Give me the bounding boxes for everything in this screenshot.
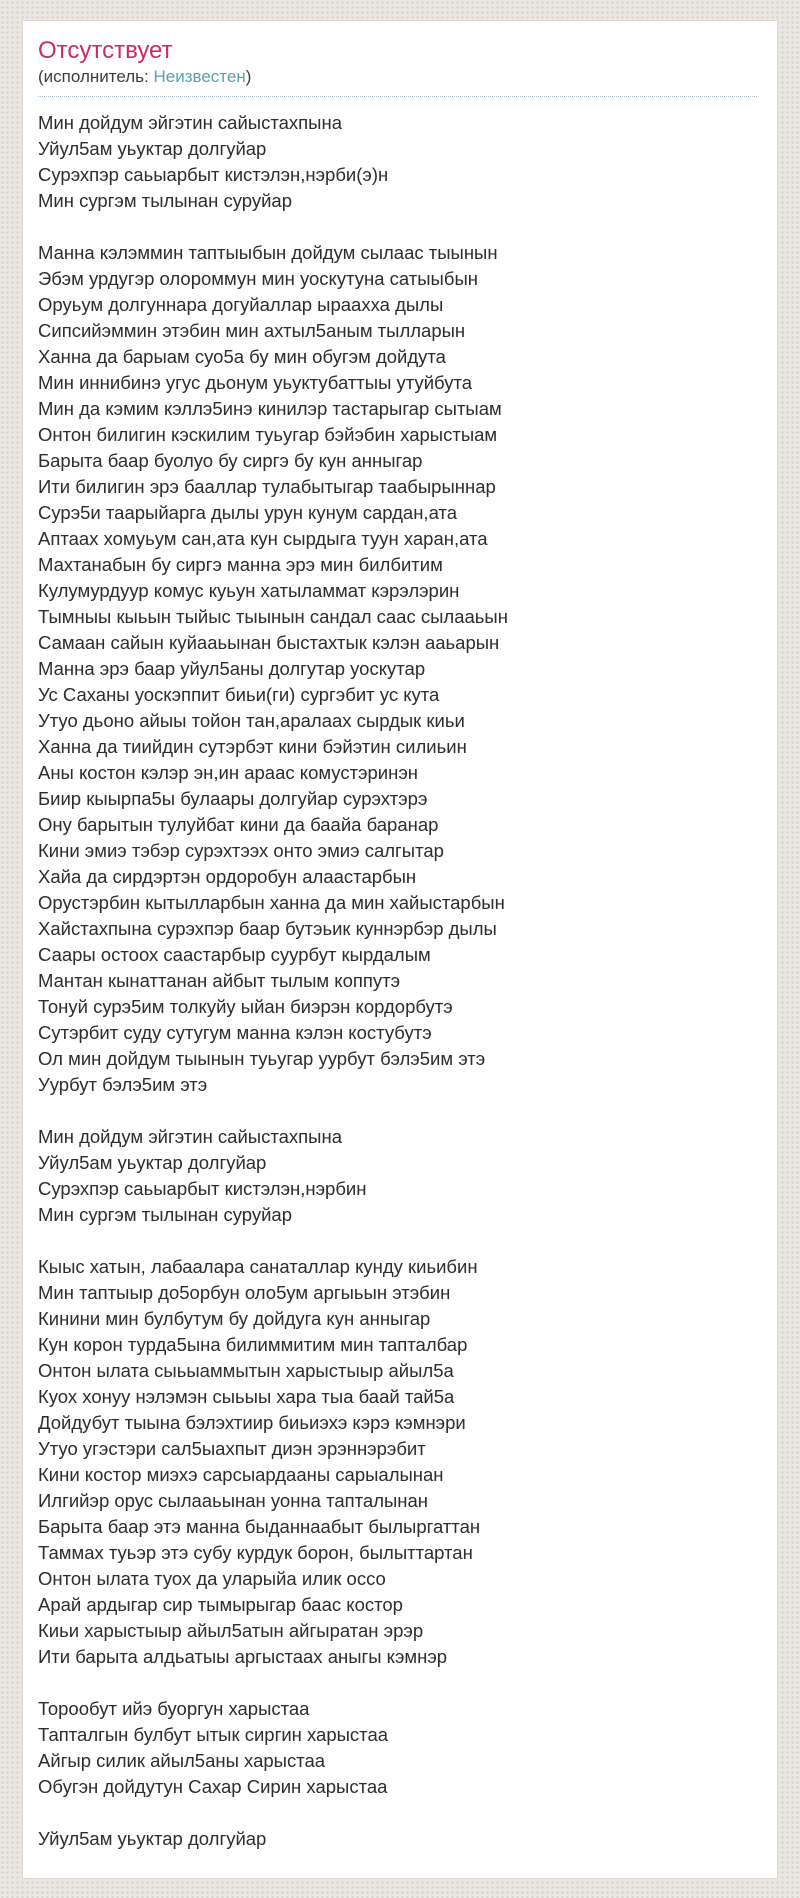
- lyric-line: Саары остоох саастарбыр суурбут кырдалым: [38, 943, 431, 965]
- lyric-line: Уйул5ам уьуктар долгуйар: [38, 137, 267, 159]
- lyric-line: Мантан кынаттанан айбыт тылым коппутэ: [38, 969, 401, 991]
- lyric-line: Сутэрбит суду сутугум манна кэлэн костубутэ: [38, 1021, 432, 1043]
- lyric-line: Арай ардыгар сир тымырыгар баас костор: [38, 1593, 403, 1615]
- lyric-line: Кыыс хатын, лабаалара санаталлар кунду киьибин: [38, 1255, 478, 1277]
- lyric-line: Уурбут бэлэ5им этэ: [38, 1073, 208, 1095]
- artist-link[interactable]: Неизвестен: [153, 66, 246, 86]
- lyric-line: Обугэн дойдутун Сахар Сирин харыстаа: [38, 1775, 388, 1797]
- lyric-line: Онтон ылата туох да уларыйа илик оссо: [38, 1567, 386, 1589]
- lyric-line: Ити билигин эрэ бааллар тулабытыгар таабырыннар: [38, 475, 496, 497]
- lyric-line: Кини эмиэ тэбэр сурэхтээх онто эмиэ салгытар: [38, 839, 444, 861]
- lyric-line: Куох хонуу нэлэмэн сыьыы хара тыа баай тай5а: [38, 1385, 455, 1407]
- lyric-line: Утуо угэстэри сал5ыахпыт диэн эрэннэрэбит: [38, 1437, 426, 1459]
- lyric-line: Эбэм урдугэр олороммун мин уоскутуна сатыыбын: [38, 267, 478, 289]
- artist-label: (исполнитель:: [38, 66, 154, 86]
- stanza: [38, 1826, 757, 1852]
- lyric-line: Утуо дьоно айыы тойон тан,аралаах сырдык киьи: [38, 709, 465, 731]
- lyric-line: Биир кыырпа5ы булаары долгуйар сурэхтэрэ: [38, 787, 428, 809]
- lyric-line: Ус Саханы уоскэппит биьи(ги) сургэбит ус кута: [38, 683, 440, 705]
- lyric-line: Мин иннибинэ угус дьонум уьуктубаттыы утуйбута: [38, 371, 473, 393]
- lyric-line: Махтанабын бу сиргэ манна эрэ мин билбитим: [38, 553, 443, 575]
- lyric-line: Кун корон турда5ына билиммитим мин тапталбар: [38, 1333, 468, 1355]
- lyric-line: Кулумурдуур комус куьун хатыламмат кэрэлэрин: [38, 579, 460, 601]
- page-title: Отсутствует: [38, 37, 173, 64]
- lyric-line: Хайа да сирдэртэн ордоробун алаастарбын: [38, 865, 417, 887]
- artist-line: [38, 65, 757, 97]
- lyric-line: Барыта баар буолуо бу сиргэ бу кун анныгар: [38, 449, 423, 471]
- stanza: [38, 1124, 757, 1228]
- lyric-line: Ол мин дойдум тыынын туьугар уурбут бэлэ5им этэ: [38, 1047, 486, 1069]
- lyric-line: Манна кэлэммин таптыыбын дойдум сылаас тыынын: [38, 241, 498, 263]
- stanza: [38, 240, 757, 1098]
- lyric-line: Аптаах хомуьум сан,ата кун сырдыга туун харан,ата: [38, 527, 488, 549]
- stanza: [38, 1696, 757, 1800]
- lyric-line: Ону барытын тулуйбат кини да баайа баранар: [38, 813, 439, 835]
- stanza: [38, 110, 757, 214]
- lyric-line: Мин сургэм тылынан суруйар: [38, 189, 292, 211]
- lyric-line: Киьи харыстыыр айыл5атын айгыратан эрэр: [38, 1619, 424, 1641]
- lyric-line: Онтон билигин кэскилим туьугар бэйэбин харыстыам: [38, 423, 498, 445]
- lyric-line: Ханна да тиийдин сутэрбэт кини бэйэтин силиьин: [38, 735, 467, 757]
- lyric-line: Онтон ылата сыьыаммытын харыстыыр айыл5а: [38, 1359, 454, 1381]
- lyric-line: Дойдубут тыына бэлэхтиир биьиэхэ кэрэ кэмнэри: [38, 1411, 466, 1433]
- lyric-line: Мин да кэмим кэллэ5инэ кинилэр тастарыгар сытыам: [38, 397, 502, 419]
- lyric-line: Тонуй сурэ5им толкуйу ыйан биэрэн кордорбутэ: [38, 995, 453, 1017]
- lyric-line: Мин таптыыр до5орбун оло5ум аргыьын этэбин: [38, 1281, 451, 1303]
- lyric-line: Сипсийэммин этэбин мин ахтыл5аным тылларын: [38, 319, 466, 341]
- lyric-line: Мин дойдум эйгэтин сайыстахпына: [38, 111, 342, 133]
- lyric-line: Мин дойдум эйгэтин сайыстахпына: [38, 1125, 342, 1147]
- lyric-line: Орустэрбин кытылларбын ханна да мин хайыстарбын: [38, 891, 505, 913]
- stanza: [38, 1254, 757, 1670]
- lyric-line: Торообут ийэ буоргун харыстаа: [38, 1697, 310, 1719]
- lyric-line: Уйул5ам уьуктар долгуйар: [38, 1151, 267, 1173]
- lyric-line: Хайстахпына сурэхпэр баар бутэьик куннэрбэр дылы: [38, 917, 497, 939]
- lyric-line: Тапталгын булбут ытык сиргин харыстаа: [38, 1723, 389, 1745]
- lyric-line: Сурэ5и таарыйарга дылы урун кунум сардан,ата: [38, 501, 458, 523]
- lyric-line: Аны костон кэлэр эн,ин араас комустэринэн: [38, 761, 418, 783]
- lyric-line: Сурэхпэр саьыарбыт кистэлэн,нэрби(э)н: [38, 163, 389, 185]
- lyric-line: Кинини мин булбутум бу дойдуга кун анныгар: [38, 1307, 431, 1329]
- lyric-line: Самаан сайын куйааьынан быстахтык кэлэн ааьарын: [38, 631, 500, 653]
- lyric-line: Оруьум долгуннара догуйаллар ыраахха дылы: [38, 293, 444, 315]
- lyric-line: Илгийэр орус сылааьынан уонна тапталынан: [38, 1489, 429, 1511]
- lyric-line: Манна эрэ баар уйул5аны долгутар уоскутар: [38, 657, 426, 679]
- lyrics-card: [22, 20, 778, 1879]
- lyric-line: Таммах туьэр этэ субу курдук борон, былыттартан: [38, 1541, 473, 1563]
- lyric-line: Барыта баар этэ манна быданнаабыт былыргаттан: [38, 1515, 481, 1537]
- lyric-line: Айгыр силик айыл5аны харыстаа: [38, 1749, 326, 1771]
- lyric-line: Мин сургэм тылынан суруйар: [38, 1203, 292, 1225]
- lyric-line: Уйул5ам уьуктар долгуйар: [38, 1827, 267, 1849]
- lyric-line: Кини костор миэхэ сарсыардааны сарыалынан: [38, 1463, 444, 1485]
- lyric-line: Тымныы кыьын тыйыс тыынын сандал саас сылааьын: [38, 605, 508, 627]
- lyric-line: Ханна да барыам суо5а бу мин обугэм дойдута: [38, 345, 446, 367]
- lyric-line: Сурэхпэр саьыарбыт кистэлэн,нэрбин: [38, 1177, 367, 1199]
- lyrics-text: [38, 110, 757, 1852]
- artist-line-close: ): [245, 66, 252, 86]
- lyric-line: Ити барыта алдьатыы аргыстаах аныгы кэмнэр: [38, 1645, 448, 1667]
